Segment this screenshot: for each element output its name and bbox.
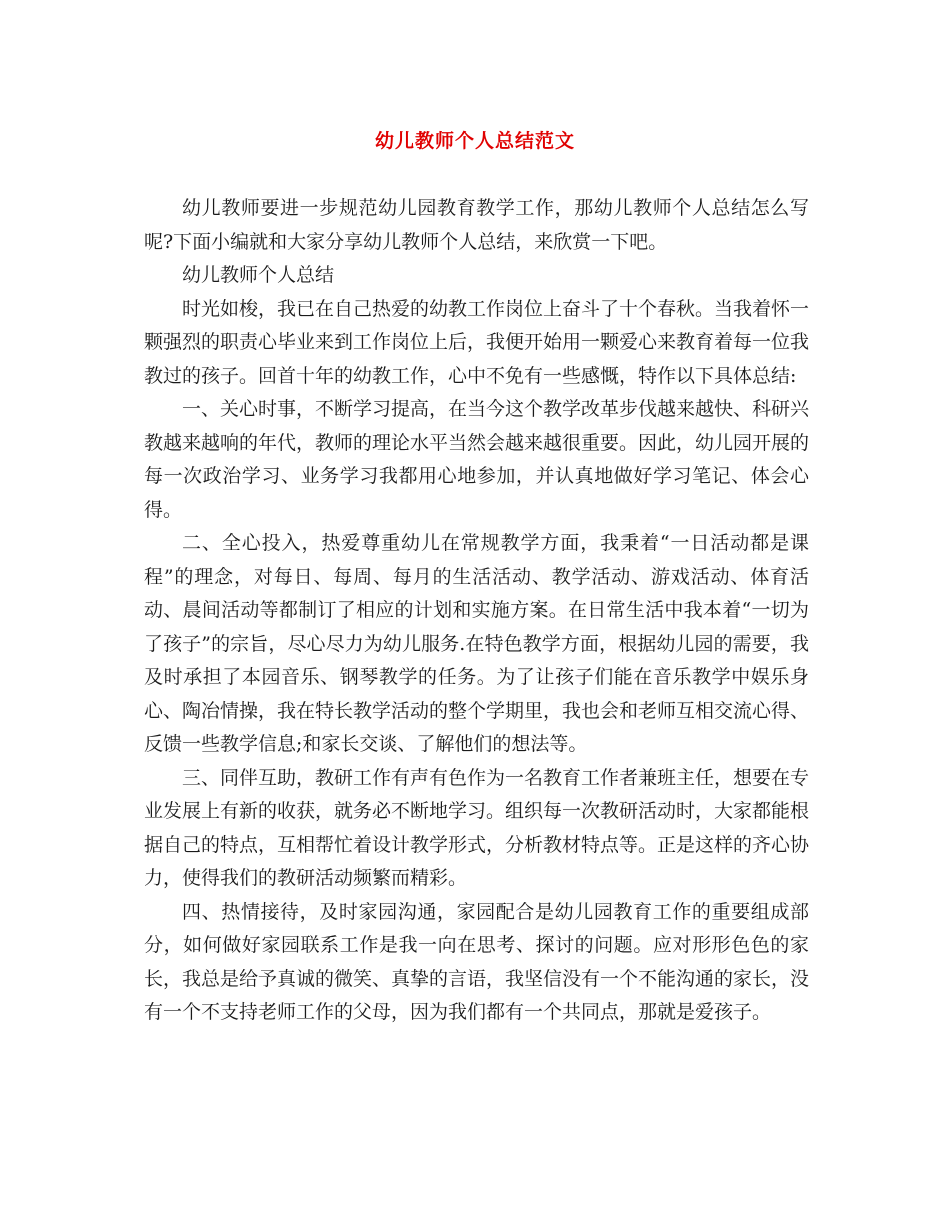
- paragraph-section-4: 四、热情接待，及时家园沟通，家园配合是幼儿园教育工作的重要组成部分，如何做好家园联系工作是我一向在思考、探讨的问题。应对形形色色的家长，我总是给予真诚的微笑、真挚的言语，我坚信没有一个不能沟通的家长，没有一个不支持老师工作的父母，因为我们都有一个共同点，那就是爱孩子。: [144, 900, 810, 1023]
- document-title: 幼儿教师个人总结范文: [374, 130, 575, 152]
- document-body: [144, 192, 809, 1030]
- paragraph-intro: 幼儿教师要进一步规范幼儿园教育教学工作，那幼儿教师个人总结怎么写呢?下面小编就和大家分享幼儿教师个人总结，来欣赏一下吧。: [144, 197, 809, 253]
- paragraph-subheading: 幼儿教师个人总结: [182, 264, 335, 286]
- paragraph-section-3: 三、同伴互助，教研工作有声有色作为一名教育工作者兼班主任，想要在专业发展上有新的收获，就务必不断地学习。组织每一次教研活动时，大家都能根据自己的特点，互相帮忙着设计教学形式，分析教材特点等。正是这样的齐心协力，使得我们的教研活动频繁而精彩。: [144, 766, 810, 889]
- paragraph-opening: 时光如梭，我已在自己热爱的幼教工作岗位上奋斗了十个春秋。当我着怀一颗强烈的职责心毕业来到工作岗位上后，我便开始用一颗爱心来教育着每一位我教过的孩子。回首十年的幼教工作，心中不免有一些感慨，特作以下具体总结:: [144, 297, 810, 387]
- paragraph-section-2: 二、全心投入，热爱尊重幼儿在常规教学方面，我秉着“一日活动都是课程”的理念，对每日、每周、每月的生活活动、教学活动、游戏活动、体育活动、晨间活动等都制订了相应的计划和实施方案。在日常生活中我本着“一切为了孩子”的宗旨，尽心尽力为幼儿服务.在特色教学方面，根据幼儿园的需要，我及时承担了本园音乐、钢琴教学的任务。为了让孩子们能在音乐教学中娱乐身心、陶冶情操，我在特长教学活动的整个学期里，我也会和老师互相交流心得、反馈一些教学信息;和家长交谈、了解他们的想法等。: [144, 532, 810, 755]
- paragraph-section-1: 一、关心时事，不断学习提高，在当今这个教学改革步伐越来越快、科研兴教越来越响的年代，教师的理论水平当然会越来越很重要。因此，幼儿园开展的每一次政治学习、业务学习我都用心地参加，并认真地做好学习笔记、体会心得。: [144, 398, 810, 521]
